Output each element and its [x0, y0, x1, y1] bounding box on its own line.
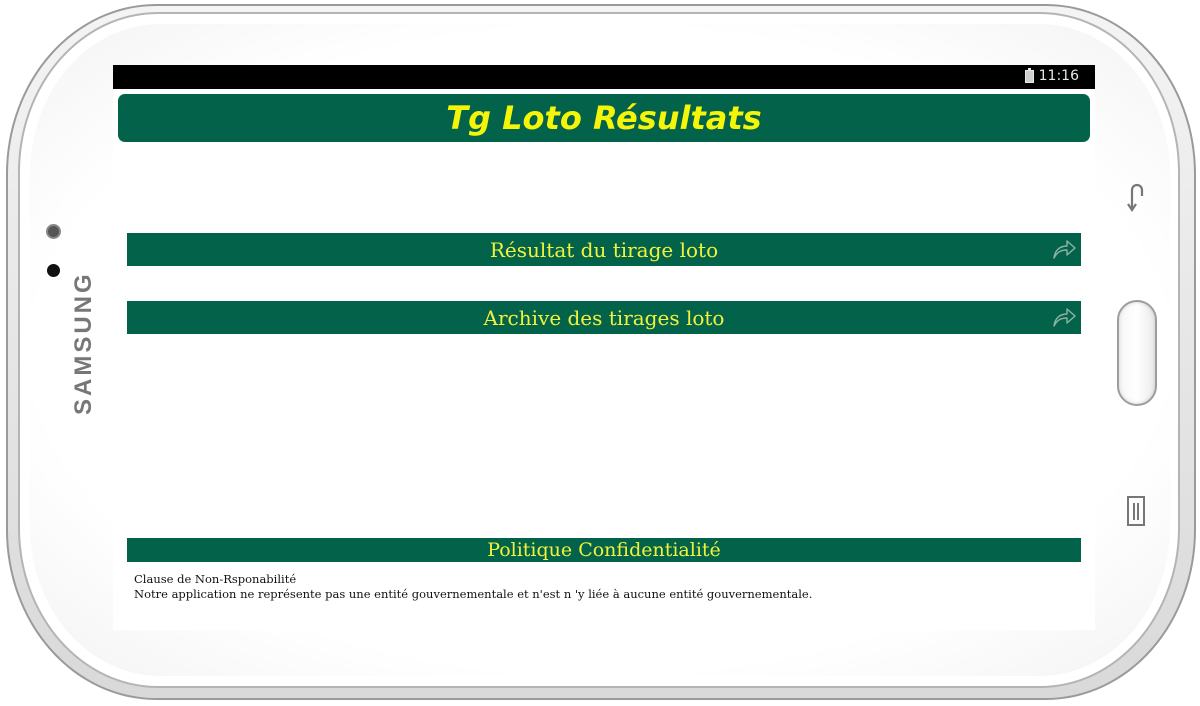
results-button[interactable]: [127, 233, 1081, 266]
hardware-home-button[interactable]: [1117, 300, 1157, 406]
status-time: 11:16: [1038, 68, 1079, 84]
front-camera-icon: [46, 224, 61, 239]
hardware-back-button[interactable]: [1124, 180, 1150, 214]
status-right-group: [1025, 68, 1079, 84]
share-arrow-icon: [1051, 237, 1077, 261]
share-arrow-icon: [1051, 305, 1077, 329]
disclaimer: [134, 572, 1034, 602]
hardware-menu-button[interactable]: [1126, 494, 1146, 528]
app-title: Tg Loto Résultats: [446, 99, 762, 137]
menu-icon: [1126, 494, 1146, 528]
back-icon: [1124, 180, 1150, 214]
screen: [113, 65, 1095, 630]
disclaimer-title: Clause de Non-Rsponabilité: [134, 572, 297, 586]
disclaimer-text: Notre application ne représente pas une entité gouvernementale et n'est n 'y liée à aucune entité gouvernementale.: [134, 587, 813, 601]
light-sensor-icon: [47, 264, 60, 277]
privacy-policy-label: Politique Confidentialité: [487, 539, 721, 561]
privacy-policy-button[interactable]: [127, 538, 1081, 562]
app-header: [118, 94, 1090, 142]
archive-button[interactable]: [127, 301, 1081, 334]
status-bar: [113, 65, 1095, 89]
archive-button-label: Archive des tirages loto: [483, 305, 725, 330]
battery-icon: [1025, 70, 1034, 83]
brand-logo: SAMSUNG: [70, 271, 97, 415]
results-button-label: Résultat du tirage loto: [489, 237, 719, 262]
